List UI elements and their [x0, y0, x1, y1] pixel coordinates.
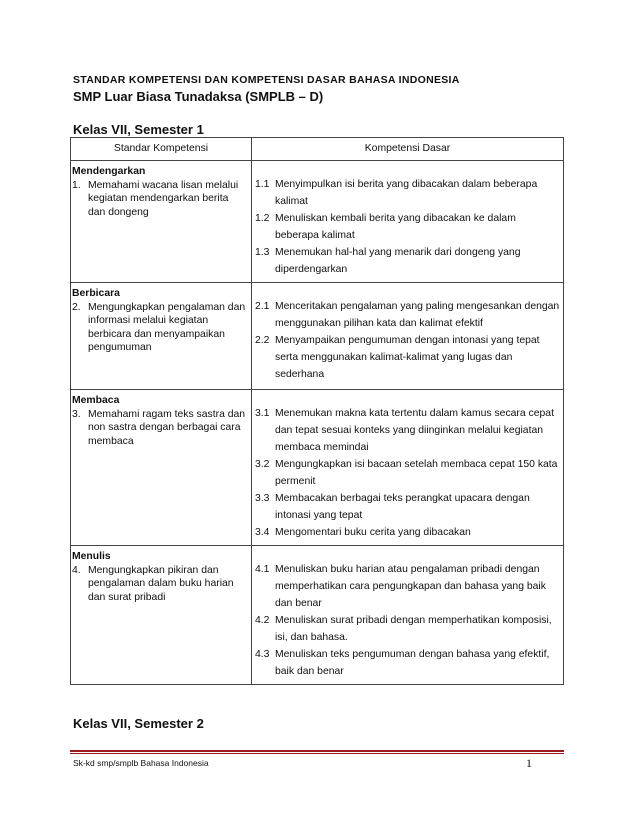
table-row [71, 283, 564, 390]
page-number: 1 [526, 756, 532, 770]
competency-table [70, 137, 564, 685]
kd-text: Menuliskan buku harian atau pengalaman pribadi dengan memperhatikan cara pengungkapan dan bahasa yang baik dan benar [275, 564, 546, 609]
kd-text: Menyampaikan pengumuman dengan intonasi yang tepat serta menggunakan kalimat-kalimat yang lugas dan sederhana [275, 335, 540, 380]
sk-item [72, 179, 248, 220]
kd-number: 4.1 [255, 564, 270, 575]
sk-text: Mengungkapkan pikiran dan pengalaman dalam buku harian dan surat pribadi [88, 564, 234, 603]
kd-text: Menuliskan teks pengumuman dengan bahasa yang efektif, baik dan benar [275, 649, 550, 677]
footer-divider-thick [70, 750, 564, 752]
kd-text: Menemukan makna kata tertentu dalam kamus secara cepat dan tepat sesuai konteks yang diinginkan melalui kegiatan membaca memindai [275, 408, 554, 453]
sk-skill-title: Menulis [72, 551, 111, 562]
kd-number: 1.3 [255, 247, 270, 258]
footer-document-label: Sk-kd smp/smplb Bahasa Indonesia [73, 758, 209, 768]
kompetensi-dasar-cell [252, 390, 564, 546]
kd-text: Menceritakan pengalaman yang paling mengesankan dengan menggunakan pilihan kata dan kalimat efektif [275, 301, 560, 329]
table-row [71, 546, 564, 685]
kd-number: 3.1 [255, 408, 270, 419]
kd-item [255, 405, 560, 456]
kd-item [255, 298, 560, 332]
semester-2-title: Kelas VII, Semester 2 [73, 716, 204, 731]
footer-divider-thin [70, 753, 564, 754]
header-standar-kompetensi: Standar Kompetensi [71, 138, 252, 161]
sk-item [72, 301, 248, 355]
document-heading: STANDAR KOMPETENSI DAN KOMPETENSI DASAR BAHASA INDONESIA [73, 74, 460, 86]
standar-kompetensi-cell [71, 283, 252, 390]
kd-item [255, 332, 560, 383]
sk-skill-title: Membaca [72, 395, 120, 406]
table-row [71, 161, 564, 283]
sk-skill-title: Berbicara [72, 288, 120, 299]
kd-text: Menuliskan surat pribadi dengan memperhatikan komposisi, isi, dan bahasa. [275, 615, 552, 643]
kd-item [255, 456, 560, 490]
sk-number: 1. [72, 179, 81, 191]
kd-number: 2.1 [255, 301, 270, 312]
kd-text: Mengomentari buku cerita yang dibacakan [275, 527, 471, 538]
sk-number: 4. [72, 564, 81, 576]
kd-number: 3.3 [255, 493, 270, 504]
kd-number: 1.1 [255, 179, 270, 190]
header-kompetensi-dasar: Kompetensi Dasar [252, 138, 564, 161]
table-header-row [71, 138, 564, 161]
sk-item [72, 408, 248, 449]
document-subheading: SMP Luar Biasa Tunadaksa (SMPLB – D) [73, 89, 324, 104]
kd-list [255, 405, 560, 541]
sk-item [72, 564, 248, 605]
kd-number: 3.2 [255, 459, 270, 470]
kd-number: 2.2 [255, 335, 270, 346]
sk-number: 2. [72, 301, 81, 313]
table-row [71, 390, 564, 546]
semester-1-title: Kelas VII, Semester 1 [73, 122, 204, 137]
sk-text: Memahami ragam teks sastra dan non sastra dengan berbagai cara membaca [88, 408, 246, 447]
kd-text: Menyimpulkan isi berita yang dibacakan dalam beberapa kalimat [275, 179, 538, 207]
kd-item [255, 490, 560, 524]
kd-list [255, 298, 560, 383]
kd-item [255, 612, 560, 646]
kd-number: 4.3 [255, 649, 270, 660]
kompetensi-dasar-cell [252, 283, 564, 390]
kd-item [255, 244, 560, 278]
kd-number: 1.2 [255, 213, 270, 224]
sk-number: 3. [72, 408, 81, 420]
sk-text: Mengungkapkan pengalaman dan informasi melalui kegiatan berbicara dan menyampaikan pengumuman [88, 301, 246, 353]
kd-text: Mengungkapkan isi bacaan setelah membaca cepat 150 kata permenit [275, 459, 558, 487]
kd-list [255, 176, 560, 278]
kd-text: Membacakan berbagai teks perangkat upacara dengan intonasi yang tepat [275, 493, 530, 521]
kompetensi-dasar-cell [252, 546, 564, 685]
kd-item [255, 561, 560, 612]
kd-text: Menuliskan kembali berita yang dibacakan ke dalam beberapa kalimat [275, 213, 516, 241]
kd-number: 3.4 [255, 527, 270, 538]
kd-item [255, 646, 560, 680]
sk-skill-title: Mendengarkan [72, 166, 146, 177]
kd-list [255, 561, 560, 680]
kd-number: 4.2 [255, 615, 270, 626]
sk-text: Memahami wacana lisan melalui kegiatan mendengarkan berita dan dongeng [88, 179, 239, 218]
kd-item [255, 210, 560, 244]
standar-kompetensi-cell [71, 161, 252, 283]
standar-kompetensi-cell [71, 546, 252, 685]
kd-item [255, 524, 560, 541]
kd-text: Menemukan hal-hal yang menarik dari dongeng yang diperdengarkan [275, 247, 521, 275]
standar-kompetensi-cell [71, 390, 252, 546]
kompetensi-dasar-cell [252, 161, 564, 283]
kd-item [255, 176, 560, 210]
